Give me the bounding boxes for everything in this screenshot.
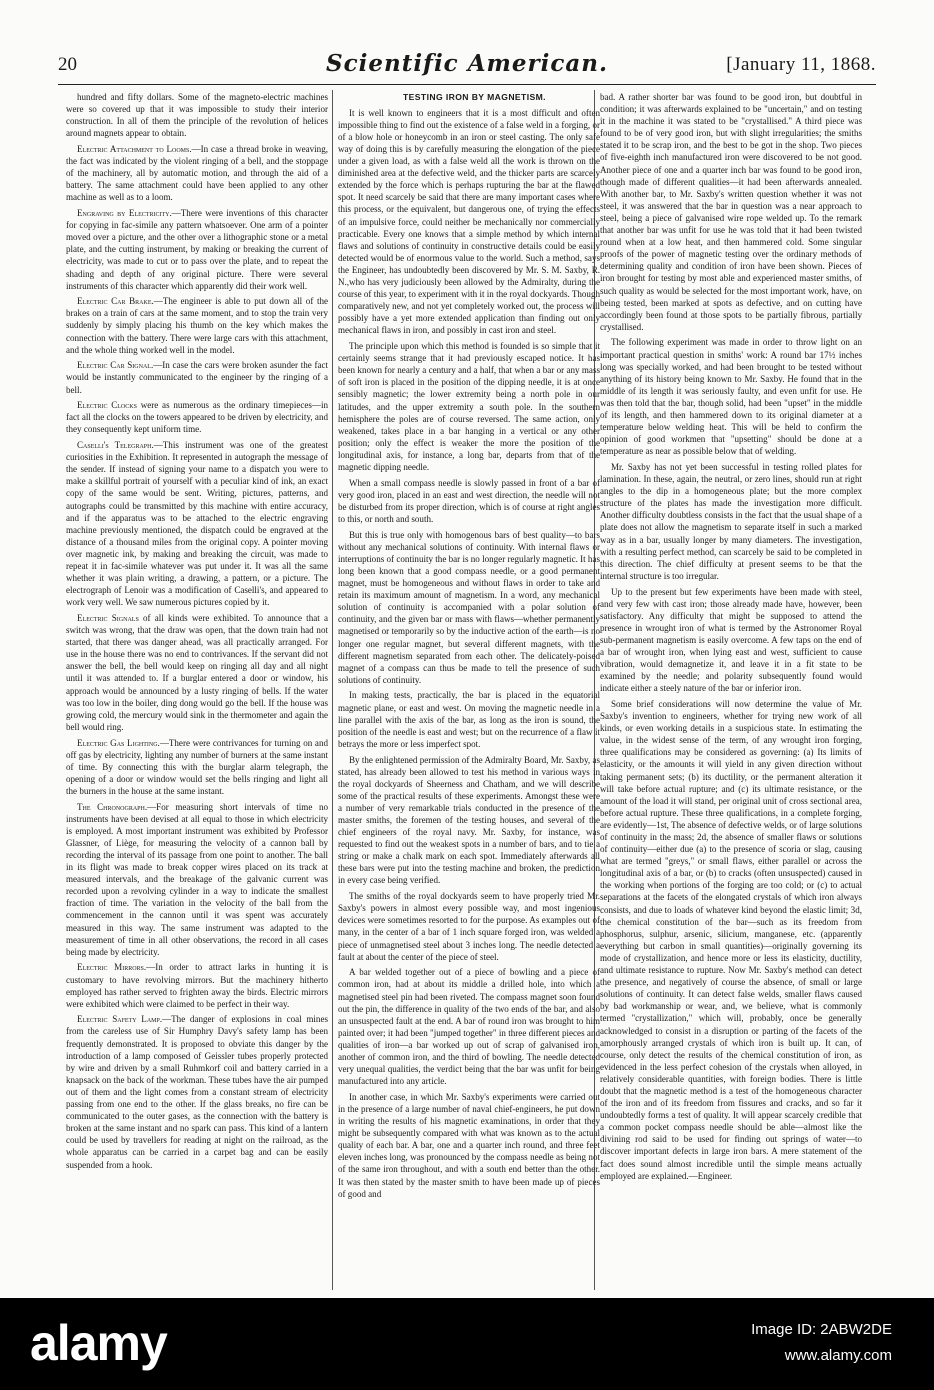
paragraph: It is well known to engineers that it is a most difficult and often impossible thing to find out the existence of a false weld in a forging, or of a blow hole or honeycomb in an iron or steel casting. The only safe way of doing this is by carefully measuring the elongation of the piece under a given load, as with a false weld all the work is thrown on the diminished area at the defective weld, and the thicker parts are scarcely extended by the force which is perhaps rupturing the bar at the flawed spot. It need scarcely be said that there are many important cases where this process, or the equivalent, but dangerous one, of trying the effects of an impulsive force, could neither be mechanically nor commercially practicable. Every one knows that a simple method by which internal flaws and solutions of continuity in constructive details could be easily detected would be of enormous value to the world. Such a method, says the Engineer, has undoubtedly been discovered by Mr. S. M. Saxby, R. N.,who has very judiciously been allowed by the Admiralty, during the course of this year, to experiment with it in the royal dockyards. Though comparatively new, and not yet completely worked out, the process will possibly have a yet more extended application than finding out only mechanical flaws in iron, and possibly in cast iron and steel. <box>338 107 600 336</box>
page-header <box>58 50 876 84</box>
article-title: TESTING IRON BY MAGNETISM. <box>403 92 546 102</box>
masthead: Scientific American. <box>325 50 609 77</box>
paragraph-text: —In case the cars were broken asunder the fact would be instantly communicated to the engineer by the ringing of a bell. <box>66 360 328 395</box>
paragraph <box>66 612 328 733</box>
paragraph-text: Up to the present but few experiments have been made with steel, and very few with cast iron; those already made have, however, been satisfactory. Any difficulty that might be supposed to attend the presence in wrought iron of what is termed by the Astronomer Royal sub-permanent magnetism is easily overcome. A few taps on the end of a bar of wrought iron, when lying east and west, sufficient to cause vibration, would demagnetize it, and leave it in a fit state to be examined by the needle; and polarity subsequently found would indicate either a steely nature of the bar or inferior iron. <box>600 586 862 694</box>
paragraph <box>600 91 862 333</box>
paragraph-heading: Electric Attachment to Looms. <box>77 143 192 154</box>
paragraph: The smiths of the royal dockyards seem to have properly tried Mr. Saxby's powers in almost every possible way, and most ingenious devices were sometimes resorted to for the purpose. As examples out of many, in the center of a bar of 1 inch square forged iron, was welded a piece of unmagnetised steel about 3 inches long. The needle detected a fault at about the center of the piece of steel. <box>338 891 600 962</box>
paragraph-text: of all kinds were exhibited. To announce that a switch was wrong, that the draw was open, that the down train had not started, that there was danger ahead, was all practically arranged. For use in the house there was no end to contrivances. If the servant did not answer the bell, the bell would keep on ringing all day and all night until it was attended to. If a burglar entered a door or window, his approach would be announced by a lusty ringing of bells. If the water was too low in the boiler, ding dong would go the bell. If the house was growing cold, the mercury would sink in the thermometer and again the bell would ring. <box>66 613 328 732</box>
paragraph-text: Mr. Saxby has not yet been successful in testing rolled plates for lamination. In these, again, the neutral, or zero lines, should run at right angles to the dip in a homogeneous plate; but the more complex structure of the plates has made the investigation more difficult. Another difficulty doubtless consists in the fact that the usual shape of a plate does not allow the magnetism to separate itself in such a marked way as in a bar, usually longer by many diameters. The investigation, with a resulting perfect method, can scarcely be said to be completed in this direction. The chief difficulty at present seems to be that the internal structure is too irregular. <box>600 462 862 581</box>
paragraph <box>66 91 328 139</box>
paragraph-text: The following experiment was made in order to throw light on an important practical question in smiths' work: A round bar 17½ inches long was specially worked, and had been brought to be tested without anything of its history being known to Mr. Saxby. He found that in the middle of its length it was seriously faulty, and even unfit for use. He was then told that the bar, though solid, had been "upset" in the middle of its length, and then hammered down to its original diameter at a temperature below welding heat. This will be held to confirm the opinion of good workmen that "upsetting" should be done at a temperature as near as possible below that of welding. <box>600 337 862 457</box>
paragraph <box>66 961 328 1009</box>
paragraph-text: —The danger of explosions in coal mines from the careless use of Sir Humphry Davy's safety lamp has been frequently demonstrated. It is proposed to obviate this danger by the introduction of a lamp composed of Geissler tubes properly protected by wire and driven by a small Ruhmkorf coil and battery carried in a knapsack on the back of the workman. These tubes have the air pumped out of them and the light comes from a constant stream of electricity passing from one end to the other. If the glass breaks, no fire can be communicated to the outer gases, as the connection with the battery is broken at the same instant and no spark can pass. This kind of a lantern could be used by travellers for reading at night on the railroad, as the whole apparatus can be carried in a carpet bag and can be easily suspended from a hook. <box>66 1014 328 1170</box>
site-url: www.alamy.com <box>784 1347 892 1364</box>
column-right <box>600 91 862 1291</box>
image-id-label: Image ID: 2ABW2DE <box>751 1321 892 1338</box>
paragraph <box>66 359 328 395</box>
paragraph <box>600 461 862 582</box>
paragraph-heading: Caselli's Telegraph. <box>77 440 154 451</box>
paragraph <box>66 295 328 355</box>
column-divider <box>332 90 333 1290</box>
paragraph-heading: Electric Car Brake. <box>77 296 154 307</box>
paragraph: When a small compass needle is slowly passed in front of a bar of very good iron, placed in an east and west direction, the needle will not be disturbed from its proper direction, which is of course at right angles to this, or north and south. <box>338 477 600 524</box>
paragraph-heading: Engraving by Electricity. <box>77 208 172 219</box>
paragraph <box>600 698 862 1182</box>
paragraph-text: bad. A rather shorter bar was found to be good iron, but doubtful in condition; it was afterwards explained to be "uncertain," and on testing it in the machine it was stated to be "crystallised." A third piece was found to be of very good iron, but with slight irregularities; the smiths stated it to be scrap iron, and the best to be got in the shop. Two pieces of five-eighth inch manufactured iron were discovered to be not good. Another piece of one and a quarter inch bar was found to be good iron, though made of different qualities—it had been afterwards annealed. With another bar, to Mr. Saxby's written question whether it was not steel, it was answered that the bar in question was a near approach to steel, being a piece of galvanised wire rope welded up. To the remark that another bar was unfit for use he was told that it had been twisted round when at a low heat, and then hammered cold. Some singular proofs of the power of magnetic testing over the ordinary methods of determining quality and condition of iron have been shown. Pieces of iron brought for testing by most able and experienced master smiths, of such quality as would be selected for the most important work, have, on being tested, been marked at spots as defective, and on cutting have accordingly been found at those spots to be partially fibrous, partially crystallised. <box>600 92 862 332</box>
paragraph-heading: Electric Safety Lamp. <box>77 1014 163 1025</box>
paragraph-text: —There were contrivances for turning on and off gas by electricity, lighting any number of burners at the same instant of time. By connecting this with the burglar alarm telegraph, the opening of a door or window would set the bells ringing and light all the burners in the house at the same instant. <box>66 737 328 796</box>
issue-date: [January 11, 1868. <box>726 54 876 75</box>
paragraph-text: —In order to attract larks in hunting it is customary to have revolving mirrors. But the machinery hitherto employed has rather served to frighten away the birds. Electric mirrors were exhibited which were claimed to be perfect in their way. <box>66 962 328 1009</box>
paragraph <box>66 737 328 797</box>
page-number: 20 <box>58 54 77 75</box>
paragraph-heading: Electric Clocks <box>77 400 137 411</box>
paragraph-text: Some brief considerations will now determine the value of Mr. Saxby's invention to engineers, whether for trying new work of all kinds, or even working details in a suspicious state. In estimating the value, in the widest sense of the term, of any wrought iron forging, three qualifications may be considered as governing: (a) Its limits of elasticity, or the amounts it will yield in any given direction without taking permanent sets; (b) its ductility, or the permanent alteration it will take before actual rupture; and (c) its ultimate resistance, or the amount of the load it will stand, per original unit of cross sectional area, before actual rupture. These three qualifications, in a complete forging, are evidently—1st, The absence of defective welds, or of large solutions of continuity in the mass; 2d, the absence of smaller flaws or solutions of continuity—either due (a) to the presence of scoria or slag, causing what are termed "greys," or small flaws, either parallel or across the longitudinal axis of a bar, or (b) to cracks (often unsuspected) caused in the working when portions of the forging are too cold; or (c) to actual separations at the facets of the elongated crystals of which iron always consists, and due to loads of whatever kind beyond the elastic limit; 3d, the chemical constitution of the bar—such as its freedom from phosphorus, sulphur, arsenic, silicium, manganese, etc. (apparently everything but carbon in small quantities)—originally governing its mode of crystallization, and hence more or less its elasticity, ductility, and ultimate resistance to rupture. Now Mr. Saxby's method can detect the presence, and negatively of course the absence, of small or large solutions of continuity. It can detect false welds, smaller flaws caused by bad workmanship or wear, and, we believe, what is commonly termed "crystallization," which will, probably, once be generally acknowledged to consist in a disruption or parting of the facets of the amorphously arranged crystals of which iron is built up. It can, of course, only detect the results of the chemical constitution of iron, as evidenced in the less perfect cohesion of the crystals when alloyed, in relatively considerable quantities, with foreign bodies. There is little doubt that the magnetic method is a test of the homogeneous character of the iron and of its freedom from fissures and cracks, and so far it undoubtedly forms a test of quality. It will appear scarcely credible that a common pocket compass needle should be able—almost like the divining rod said to be used for finding out springs of water—to discover important defects in large iron bars. A mere statement of the fact does sound almost incredible until the simple means actually employed are explained.—Engineer. <box>600 698 862 1181</box>
paragraph: In another case, in which Mr. Saxby's experiments were carried out in the presence of a large number of naval chief-engineers, he put down in writing the results of his magnetic examinations, in order that they might be subsequently compared with what was known as to the actual quality of each bar. A bar, one and a quarter inch round, and three feet eleven inches long, was pronounced by the compass needle as being not of the same iron throughout, and with a south end better than the other. It was then stated by the master smith to have been made up of pieces of good and <box>338 1091 600 1199</box>
article-body <box>338 107 600 1200</box>
alamy-logo: alamy <box>30 1315 167 1371</box>
column-center <box>338 91 600 1291</box>
paragraph <box>66 1013 328 1170</box>
paragraph-text: —There were inventions of this character for copying in fac-simile any pattern whatsoever. One arm of a pointer moved over a picture, and the other over a lithographic stone or a metal plate, and the cutting instrument, by making or breaking the current of electricity, was made to cut or to pass over the plate, and to repeat the shading and depth of any original picture. There were several instruments of this character which apparently did their work well. <box>66 208 328 291</box>
paragraph: By the enlightened permission of the Admiralty Board, Mr. Saxby, as stated, has already been allowed to test his method in various ways in the royal dockyards of Sheerness and Chatham, and we will describe some of the practical results of these experiments. Amongst these were a number of very remarkable trials conducted in the presence of the master smiths, the foremen of the testing houses, and several of the chief engineers of the royal navy. Mr. Saxby, for instance, was requested to find out the weakest spots in a number of bars, and to tie a string or make a chalk mark on each spot. Immediately afterwards all these bars were put into the testing machine and broken, the prediction in every case being verified. <box>338 754 600 886</box>
paragraph <box>600 586 862 695</box>
paragraph: The principle upon which this method is founded is so simple that it certainly seems strange that it had previously escaped notice. It has been known for nearly a century and a half, that when a bar or any mass of soft iron is placed in the position of the dipping needle, it is at once sensibly magnetic; the lower extremity being a north pole in our latitudes, and the upper extremity a south pole. In the southern hemisphere the poles are of course reversed. The same action, only weakened, takes place in a bar hanging in a vertical or any other position; only the effect is weaker the more the position of the longitudinal axis, for instance, a long bar, departs from that of the magnetic dipping needle. <box>338 341 600 472</box>
paragraph: But this is true only with homogenous bars of best quality—to bars without any mechanical solutions of continuity. With internal flaws or interruptions of continuity the bar is no longer regularly magnetic. It has long been known that a good compass needle, or a good permanent magnet, must be homogeneous and without flaws in order to take and retain its maximum amount of magnetism. In a word, any mechanical solution of continuity is accompanied with a polar solution of continuity, and the given bar or mass with flaws—whether permanently magnetised or temporarily so by the inductive action of the earth—is no longer one regular magnet, but several different magnets, with the different magnetism separated from each other. The delicately-poised magnet of a compass can thus be made to tell the presence of such solutions of continuity. <box>338 529 600 685</box>
paragraph <box>66 399 328 435</box>
header-rule <box>58 84 876 85</box>
paragraph-heading: Electric Signals <box>77 613 139 623</box>
paragraph <box>66 801 328 958</box>
paragraph-text: hundred and fifty dollars. Some of the magneto-electric machines were so covered up that it was impossible to study their interior construction. In all of them the principle of the revolution of helices around magnets appear to obtain. <box>66 92 328 139</box>
paragraph <box>66 143 328 203</box>
paragraph-heading: Electric Gas Lighting. <box>77 737 160 748</box>
paragraph-heading: Electric Car Signal. <box>77 360 154 371</box>
paragraph <box>66 439 328 608</box>
column-left <box>66 91 328 1291</box>
paragraph-heading: Electric Mirrors. <box>77 962 147 973</box>
paragraph-text: —The engineer is able to put down all of the brakes on a train of cars at the same moment, and to stop the train very suddenly by simply placing his thumb on the key which makes the connection with the battery. There were large cars with this attachment, and the whole thing worked well in the model. <box>66 296 328 355</box>
paragraph-text: —In case a thread broke in weaving, the fact was indicated by the violent ringing of a bell, and the stoppage of the machinery, all by automatic motion, and through the aid of a battery. The same attachment could have been applied to any other machine as well as to a loom. <box>66 143 328 203</box>
paragraph: In making tests, practically, the bar is placed in the equatorial magnetic plane, or east and west. On moving the magnetic needle in a line parallel with the axis of the bar, as long as the iron is sound, the position of the needle is east and west; but on the recurrence of a flaw it betrays the more or less imperfect spot. <box>338 690 600 749</box>
paragraph <box>600 336 862 457</box>
paragraph-text: —This instrument was one of the greatest curiosities in the Exhibition. It represented in autograph the message of the sender. If instead of signing your name to a dispatch you were to make a skillful portrait of yourself with a peculiar kind of ink, an exact copy of the same would be sent. Writing, pictures, patterns, and autographs could be transmitted by this machine with entire accuracy, and if the apparatus was to be attached to the electric engraving machine previously mentioned, the dispatch could be engraved at the distance of a thousand miles from the original copy. A pointer moving over magnetic ink, by making and breaking the circuit, was made to repeat it in fac-simile whatever was put under it. It was all the same whether it was plain writing, a drawing, a pattern, or a picture. The electrograph of Lenoir was a modification of Caselli's, and appeared to work very well. We saw numerous pictures copied by it. <box>66 440 328 608</box>
paragraph <box>66 207 328 292</box>
paragraph: A bar welded together out of a piece of bowling and a piece of common iron, had at about its middle a drilled hole, into which a magnetised steel pin had been riveted. The compass magnet soon found out the pin, the difference in quality of the two ends of the bar, and also an unsuspected fault at the end. A bar of round iron was brought to him painted over; it had been "jumped together" in three different pieces and qualities of iron—a bar worked up out of scrap of galvanised iron, another of common iron, and the third of bowling. The needle detected very unequal qualities, the verdict being that the bar was unfit for being manufactured into any article. <box>338 967 600 1087</box>
paragraph-heading: The Chronograph. <box>77 801 148 812</box>
paragraph-text: were as numerous as the ordinary timepieces—in fact all the clocks on the towers appeared to be driven by electricity, and they consequently kept uniform time. <box>66 400 328 435</box>
paragraph-text: —For measuring short intervals of time no instruments have been devised at all equal to those in which electricity is employed. A most important instrument was exhibited by Professor Glassner, of Liège, for measuring the velocity of a cannon ball by recording the interval of its passage from one point to another. The ball in its flight was made to break copper wires placed on its track at measured intervals, and the breakage of the galvanic current was recorded upon a revolving cylinder in a way to indicate the smallest fraction of time. The variation in the velocity of the ball from the commencement in the cannon until it was spent was accurately measured in this way. The same instrument was adapted to the measurement of time in all other observations, the record in all cases being made by electricity. <box>66 801 328 957</box>
